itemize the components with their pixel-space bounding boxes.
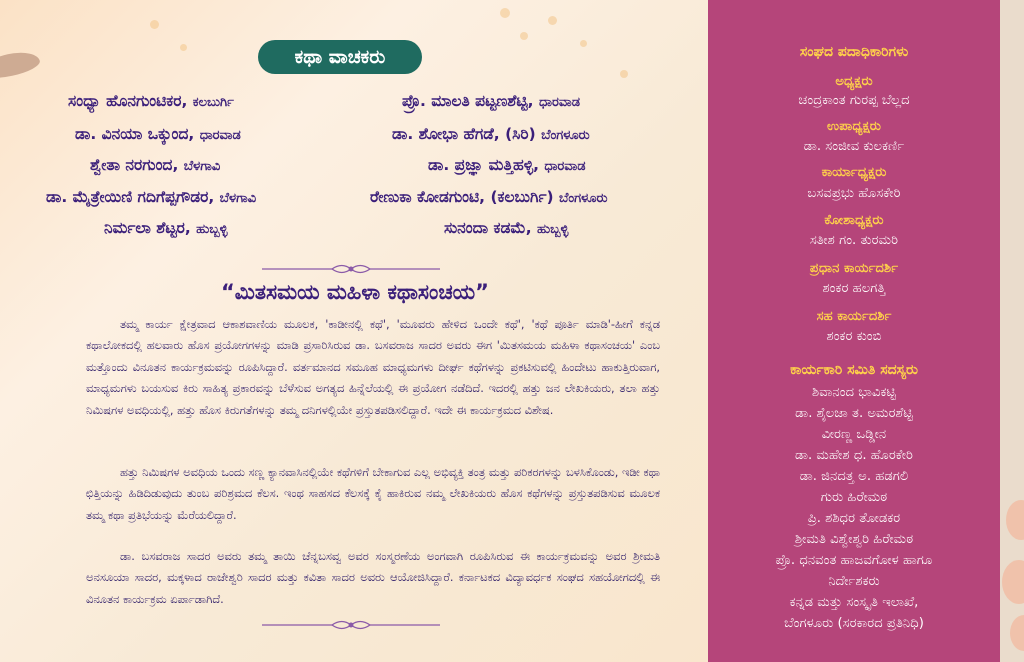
readers-header-badge: ಕಥಾ ವಾಚಕರು [258, 40, 422, 74]
program-paragraph: ಡಾ. ಬಸವರಾಜ ಸಾದರ ಅವರು ತಮ್ಮ ತಾಯಿ ಚೆನ್ನಬಸವ್ವ ಅವರ ಸಂಸ್ಮರಣೆಯ ಅಂಗವಾಗಿ ರೂಪಿಸಿರುವ ಈ ಕಾರ್ಯಕ್ರಮವನ್ನು ಅವರ ಶ್ರೀಮತಿ ಅನಸೂಯಾ ಸಾದರ, ಮಕ್ಕಳಾದ ರಾಜೇಶ್ವರಿ ಸಾದರ ಮತ್ತು ಕವಿತಾ ಸಾದರ ಅವರು ಆಯೋಜಿಸಿದ್ದಾರೆ. ಕರ್ನಾಟಕದ ವಿದ್ಯಾವರ್ಧಕ ಸಂಘದ ಸಹಯೋಗದಲ್ಲಿ ಈ ವಿನೂತನ ಕಾರ್ಯಕ್ರಮ ಏರ್ಪಾಡಾಗಿದೆ. [86, 549, 660, 606]
reader-city: ಬೆಂಗಳೂರು [541, 128, 590, 143]
side-decor-strip [1000, 0, 1024, 662]
reader-name: ಡಾ. ವಿನಯಾ ಒಕ್ಕುಂದ, [75, 125, 195, 143]
petal-decoration [1002, 560, 1024, 604]
reader-entry [75, 125, 241, 144]
decor-dot [150, 20, 159, 29]
reader-city: ಬೆಳಗಾವಿ [219, 191, 257, 206]
committee-member: ಡಾ. ಜಿನದತ್ತ ಅ. ಹಡಗಲಿ [799, 469, 909, 484]
officer-name: ಬಸವಪ್ರಭು ಹೊಸಕೇರಿ [807, 186, 901, 201]
program-paragraph: ಹತ್ತು ನಿಮಿಷಗಳ ಅವಧಿಯ ಒಂದು ಸಣ್ಣ ಕ್ಯಾನವಾಸಿನಲ್ಲಿಯೇ ಕಥೆಗಳಿಗೆ ಬೇಕಾಗುವ ಎಲ್ಲ ಅಭಿವ್ಯಕ್ತಿ ತಂತ್ರ ಮತ್ತು ಪರಿಕರಗಳನ್ನು ಬಳಸಿಕೊಂಡು, ಇಡೀ ಕಥಾ ಛಿತ್ತಿಯನ್ನು ಹಿಡಿದಿಡುವುದು ತುಂಬ ಪರಿಶ್ರಮದ ಕೆಲಸ. ಇಂಥ ಸಾಹಸದ ಕೆಲಸಕ್ಕೆ ಕೈ ಹಾಕಿರುವ ನಮ್ಮ ಲೇಖಕಿಯರು ಹೊಸ ಕಥೆಗಳನ್ನು ಪ್ರಸ್ತುತಪಡಿಸುವ ಮೂಲಕ ತಮ್ಮ ಕಥಾ ಪ್ರತಿಭೆಯನ್ನು ಮೆರೆಯಲಿದ್ದಾರೆ. [86, 465, 660, 522]
committee-member: ಶ್ರೀಮತಿ ವಿಶ್ವೇಶ್ವರಿ ಹಿರೇಮಠ [794, 532, 914, 547]
decor-dot [180, 44, 187, 51]
committee-member: ಗುರು ಹಿರೇಮಠ [820, 490, 888, 505]
reader-entry [90, 156, 220, 175]
petal-decoration [1010, 615, 1024, 651]
reader-entry [68, 92, 234, 111]
reader-entry [402, 92, 580, 111]
officer-role: ಕಾರ್ಯಾಧ್ಯಕ್ಷರು [821, 165, 887, 180]
officer-role: ಉಪಾಧ್ಯಕ್ಷರು [827, 119, 881, 134]
reader-name: ಡಾ. ಪ್ರಜ್ಞಾ ಮತ್ತಿಹಳ್ಳಿ, [428, 156, 540, 174]
leaf-decoration [0, 48, 42, 82]
reader-entry [46, 188, 256, 207]
officer-role: ಸಹ ಕಾರ್ಯದರ್ಶಿ [816, 309, 892, 324]
program-paragraph: ತಮ್ಮ ಕಾರ್ಯ ಕ್ಷೇತ್ರವಾದ ಆಕಾಶವಾಣಿಯ ಮೂಲಕ, 'ಕಾಡೀನಲ್ಲಿ ಕಥೆ', 'ಮೂವರು ಹೇಳಿದ ಒಂದೇ ಕಥೆ', 'ಕಥೆ ಪೂರ್ತಿ ಮಾಡಿ'-ಹೀಗೆ ಕನ್ನಡ ಕಥಾಲೋಕದಲ್ಲಿ ಹಲವಾರು ಹೊಸ ಪ್ರಯೋಗಗಳನ್ನು ಮಾಡಿ ಪ್ರಸಾರಿಸಿರುವ ಡಾ. ಬಸವರಾಜ ಸಾದರ ಅವರು ಈಗ 'ಮಿತಸಮಯ ಮಹಿಳಾ ಕಥಾಸಂಚಯ' ಎಂಬ ಮತ್ತೊಂದು ವಿನೂತನ ಕಾರ್ಯಕ್ರಮವನ್ನು ರೂಪಿಸಿದ್ದಾರೆ. ವರ್ತಮಾನದ ಸಮೂಹ ಮಾಧ್ಯಮಗಳು ದೀರ್ಘ ಕಥೆಗಳನ್ನು ಪ್ರಕಟಿಸುವಲ್ಲಿ ಹಿಂದೇಟು ಹಾಕುತ್ತಿರುವಾಗ, ಮಾಧ್ಯಮಗಳು ಬಯಸುವ ಕಿರು ಸಾಹಿತ್ಯ ಪ್ರಕಾರವನ್ನು ಬೆಳೆಸುವ ಅಗತ್ಯದ ಹಿನ್ನೆಲೆಯಲ್ಲಿ ಈ ಪ್ರಯೋಗ ನಡೆದಿದೆ. ಇದರಲ್ಲಿ ಹತ್ತು ಜನ ಲೇಖಕಿಯರು, ತಲಾ ಹತ್ತು ನಿಮಿಷಗಳ ಅವಧಿಯಲ್ಲಿ, ಹತ್ತು ಹೊಸ ಕಿರುಗತೆಗಳನ್ನು ತಮ್ಮ ದನಿಗಳಲ್ಲಿಯೇ ಪ್ರಸ್ತುತಪಡಿಸಲಿದ್ದಾರೆ. ಇದೇ ಈ ಕಾರ್ಯಕ್ರಮದ ವಿಶೇಷ. [86, 317, 660, 417]
reader-name: ಸುನಂದಾ ಕಡಮೆ, [444, 219, 532, 237]
reader-city: ಧಾರವಾಡ [538, 95, 581, 110]
reader-name: ಸಂಧ್ಯಾ ಹೊನಗುಂಟಿಕರ, [68, 92, 188, 110]
reader-city: ಬೆಂಗಳೂರು [558, 191, 608, 206]
officer-name: ಚಂದ್ರಕಾಂತ ಗುರಪ್ಪ ಬೆಲ್ಲದ [798, 93, 910, 108]
reader-city: ಹುಬ್ಬಳ್ಳಿ [196, 222, 228, 237]
ornament-divider-top [262, 262, 440, 276]
reader-entry [104, 219, 228, 238]
officer-name: ಶಂಕರ ಹಲಗತ್ತಿ [822, 281, 886, 296]
officer-role: ಕೋಶಾಧ್ಯಕ್ಷರು [824, 213, 884, 228]
committee-member: ಶಿವಾನಂದ ಭಾವಿಕಟ್ಟಿ [812, 385, 896, 400]
committee-member: ಡಾ. ಮಹೇಶ ಧ. ಹೊರಕೇರಿ [794, 448, 914, 463]
reader-name: ಪ್ರೊ. ಮಾಲತಿ ಪಟ್ಟಣಶೆಟ್ಟಿ, [402, 92, 534, 110]
committee-member: ವೀರಣ್ಣ ಒಡ್ಡೀನ [821, 427, 887, 442]
reader-city: ಧಾರವಾಡ [544, 159, 586, 174]
reader-name: ರೇಣುಕಾ ಕೋಡಗುಂಟಿ, (ಕಲಬುರ್ಗಿ) [370, 188, 554, 206]
sangha-heading: ಸಂಘದ ಪದಾಧಿಕಾರಿಗಳು [799, 44, 909, 60]
reader-name: ಡಾ. ಮೈತ್ರೇಯಿಣಿ ಗದಿಗೆಪ್ಪಗೌಡರ, [46, 188, 215, 206]
program-title: “ಮಿತಸಮಯ ಮಹಿಳಾ ಕಥಾಸಂಚಯ” [221, 280, 489, 304]
officer-name: ಡಾ. ಸಂಜೀವ ಕುಲಕರ್ಣಿ [803, 139, 905, 154]
reader-entry [370, 188, 608, 207]
reader-entry [392, 125, 590, 144]
committee-member: ಡಾ. ಶೈಲಜಾ ತ. ಅಮರಶೆಟ್ಟಿ [795, 406, 913, 421]
committee-heading: ಕಾರ್ಯಕಾರಿ ಸಮಿತಿ ಸದಸ್ಯರು [790, 362, 918, 378]
reader-city: ಹುಬ್ಬಳ್ಳಿ [537, 222, 569, 237]
officer-role: ಅಧ್ಯಕ್ಷರು [835, 74, 873, 89]
reader-city: ಕಲಬುರ್ಗಿ [192, 95, 234, 110]
committee-member: ಕನ್ನಡ ಮತ್ತು ಸಂಸ್ಕೃತಿ ಇಲಾಖೆ, [789, 595, 919, 610]
committee-member: ನಿರ್ದೇಶಕರು [828, 574, 880, 589]
committee-member: ಬೆಂಗಳೂರು (ಸರಕಾರದ ಪ್ರತಿನಿಧಿ) [784, 616, 924, 631]
reader-entry [428, 156, 586, 175]
officer-name: ಸತೀಶ ಗಂ. ತುರಮರಿ [809, 233, 899, 248]
reader-name: ನಿರ್ಮಲಾ ಶೆಟ್ಟರ, [104, 219, 191, 237]
reader-name: ಶ್ವೇತಾ ನರಗುಂದ, [90, 156, 179, 174]
committee-member: ಪ್ರಿ. ಶಶಿಧರ ತೋಡಕರ [807, 511, 901, 526]
petal-decoration [1006, 500, 1024, 540]
officer-role: ಪ್ರಧಾನ ಕಾರ್ಯದರ್ಶಿ [809, 261, 899, 276]
reader-name: ಡಾ. ಶೋಭಾ ಹೆಗಡೆ, (ಸಿರಿ) [392, 125, 536, 143]
decor-dot [620, 70, 628, 78]
officer-name: ಶಂಕರ ಕುಂಬಿ [826, 329, 882, 344]
reader-city: ಧಾರವಾಡ [199, 128, 241, 143]
reader-entry [444, 219, 568, 238]
committee-member: ಪ್ರೊ. ಧನವಂತ ಹಾಜವಗೋಳ ಹಾಗೂ [775, 553, 933, 568]
ornament-divider-bottom [262, 618, 440, 632]
decor-dot [548, 16, 557, 25]
decor-dot [520, 32, 528, 40]
decor-dot [500, 8, 510, 18]
decor-dot [580, 40, 587, 47]
reader-city: ಬೆಳಗಾವಿ [183, 159, 221, 174]
